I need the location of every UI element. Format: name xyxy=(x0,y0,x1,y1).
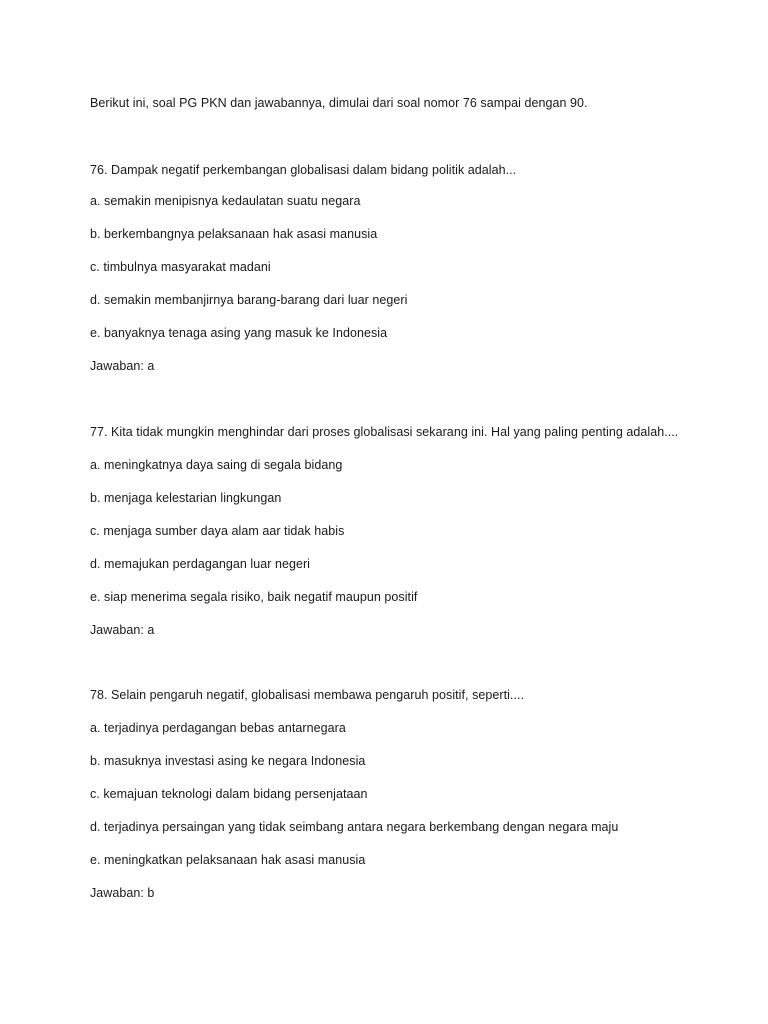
question-77: 77. Kita tidak mungkin menghindar dari proses globalisasi sekarang ini. Hal yang paling penting adalah.... xyxy=(90,425,679,439)
question-76: 76. Dampak negatif perkembangan globalisasi dalam bidang politik adalah... xyxy=(90,163,517,177)
question-76-option-b: b. berkembangnya pelaksanaan hak asasi manusia xyxy=(90,227,378,241)
question-76-option-a: a. semakin menipisnya kedaulatan suatu negara xyxy=(90,194,361,208)
question-77-option-e: e. siap menerima segala risiko, baik negatif maupun positif xyxy=(90,590,418,604)
question-77-answer: Jawaban: a xyxy=(90,623,155,637)
question-78-answer: Jawaban: b xyxy=(90,886,155,900)
question-78: 78. Selain pengaruh negatif, globalisasi membawa pengaruh positif, seperti.... xyxy=(90,688,525,702)
question-77-option-d: d. memajukan perdagangan luar negeri xyxy=(90,557,311,571)
question-78-option-c: c. kemajuan teknologi dalam bidang persenjataan xyxy=(90,787,368,801)
question-78-option-e: e. meningkatkan pelaksanaan hak asasi manusia xyxy=(90,853,366,867)
question-78-option-d: d. terjadinya persaingan yang tidak seimbang antara negara berkembang dengan negara maju xyxy=(90,820,619,834)
question-77-option-c: c. menjaga sumber daya alam aar tidak habis xyxy=(90,524,345,538)
question-76-option-d: d. semakin membanjirnya barang-barang dari luar negeri xyxy=(90,293,408,307)
question-78-option-a: a. terjadinya perdagangan bebas antarnegara xyxy=(90,721,346,735)
question-78-option-b: b. masuknya investasi asing ke negara Indonesia xyxy=(90,754,366,768)
question-77-option-b: b. menjaga kelestarian lingkungan xyxy=(90,491,282,505)
intro-text: Berikut ini, soal PG PKN dan jawabannya, dimulai dari soal nomor 76 sampai dengan 90. xyxy=(90,96,588,110)
question-76-answer: Jawaban: a xyxy=(90,359,155,373)
question-77-option-a: a. meningkatnya daya saing di segala bidang xyxy=(90,458,343,472)
question-76-option-e: e. banyaknya tenaga asing yang masuk ke Indonesia xyxy=(90,326,388,340)
question-76-option-c: c. timbulnya masyarakat madani xyxy=(90,260,271,274)
